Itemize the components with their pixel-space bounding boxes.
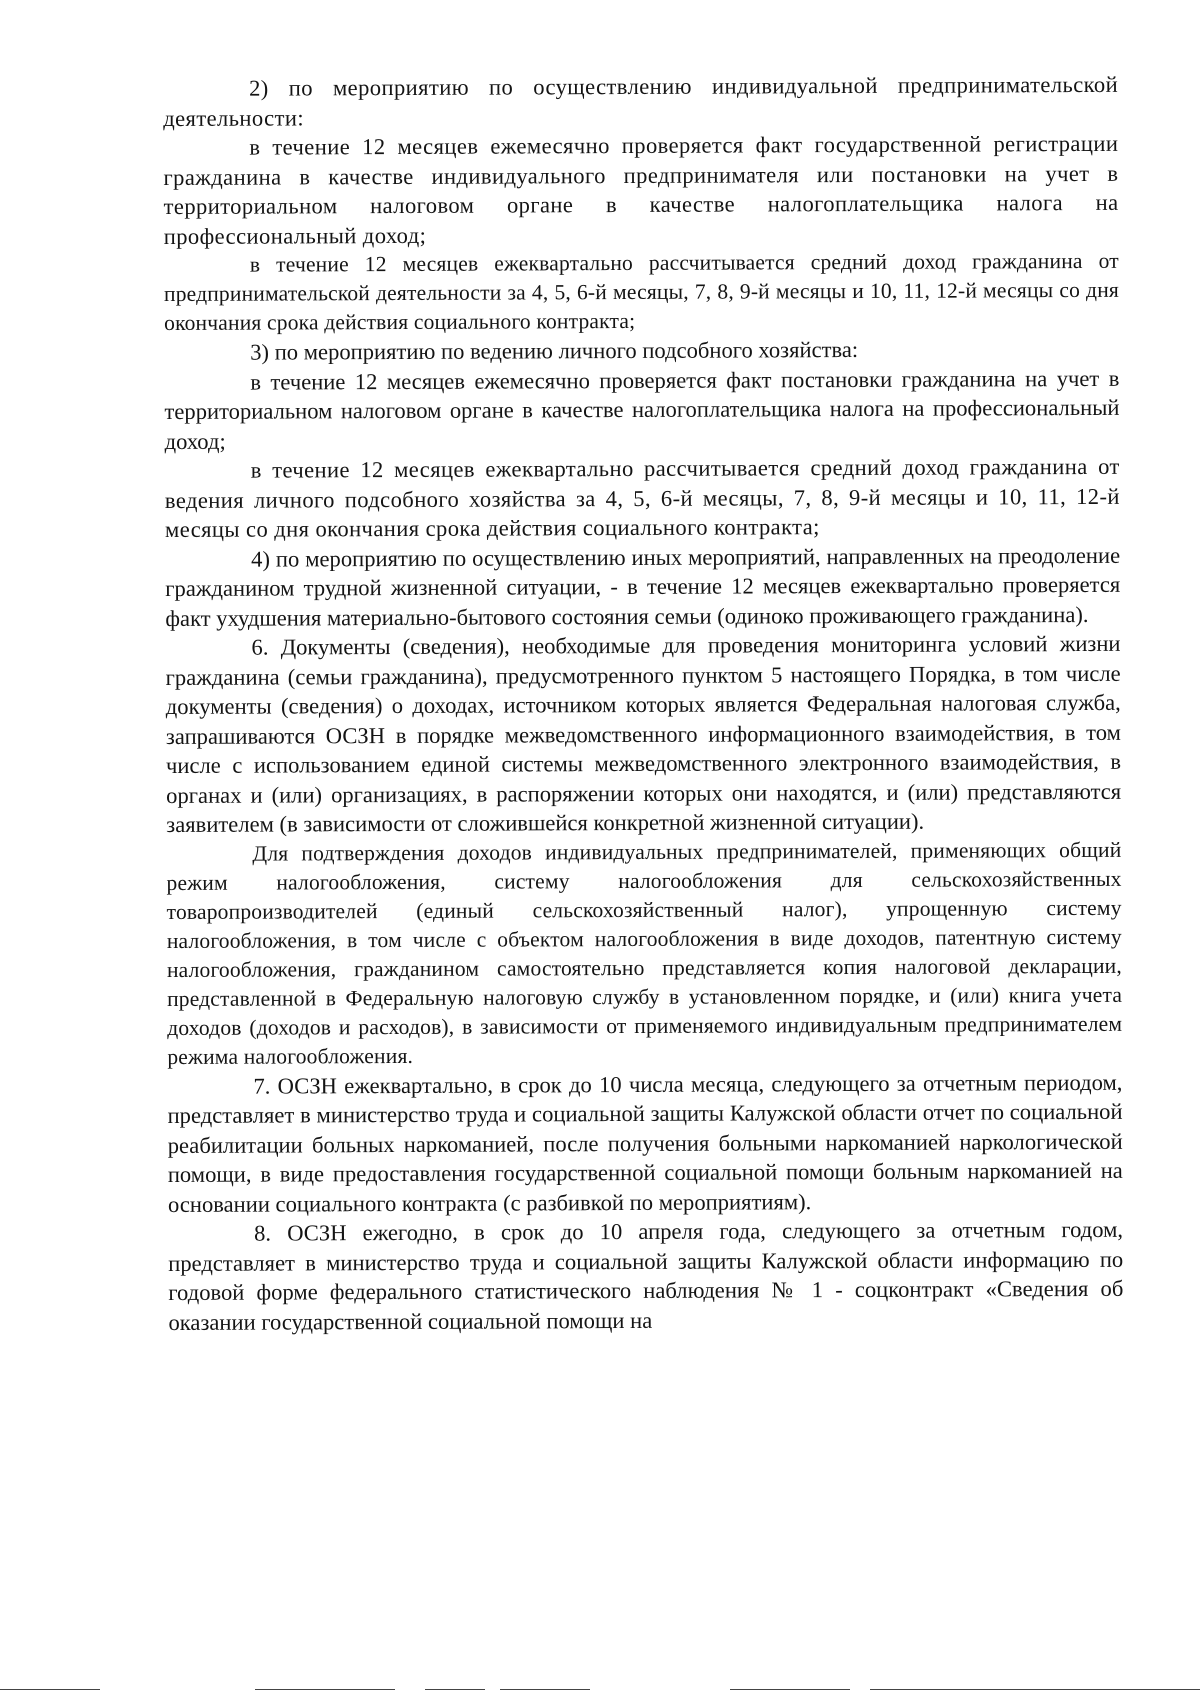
paragraph-household-income: в течение 12 месяцев ежеквартально рассчитывается средний доход гражданина от ведения личного подсобного хозяйства за 4, 5, 6-й месяцы, 7, 8, 9-й месяцы и 10, 11, 12-й месяцы со дня окончания срока действия социального контракта; bbox=[164, 453, 1120, 542]
scan-edge-line bbox=[255, 1689, 395, 1690]
paragraph-7-quarterly-report: 7. ОСЗН ежеквартально, в срок до 10 числа месяца, следующего за отчетным периодом, представляет в министерство труда и социальной защиты Калужской области отчет по социальной реабилитации больных наркоманией, после получения больными наркоманией наркологической помощи, в виде предоставления государственной социальной помощи больным наркоманией на основании социального контракта (с разбивкой по мероприятиям). bbox=[167, 1069, 1123, 1217]
paragraph-4-other-measures: 4) по мероприятию по осуществлению иных мероприятий, направленных на преодоление гражданином трудной жизненной ситуации, - в течение 12 месяцев ежеквартально проверяется факт ухудшения материально-бытового состояния семьи (одиноко проживающего гражданина). bbox=[165, 542, 1121, 631]
scan-edge-line bbox=[425, 1689, 485, 1690]
scan-edge-line bbox=[500, 1689, 590, 1690]
scan-edge-line bbox=[870, 1689, 1200, 1690]
scan-edge-line bbox=[730, 1689, 850, 1690]
paragraph-income-confirmation: Для подтверждения доходов индивидуальных предпринимателей, применяющих общий режим налогообложения, систему налогообложения для сельскохозяйственных товаропроизводителей (единый сельскохозяйственный налог), упрощенную систему налогообложения, в том числе с объектом налогообложения в виде доходов, патентную систему налогообложения, гражданином самостоятельно представляется копия налоговой декларации, представленной в Федеральную налоговую службу в установленном порядке, и (или) книга учета доходов (доходов и расходов), в зависимости от применяемого индивидуальным предпринимателем режима налогообложения. bbox=[166, 837, 1123, 1069]
paragraph-8-annual-report: 8. ОСЗН ежегодно, в срок до 10 апреля года, следующего за отчетным годом, представляет в министерство труда и социальной защиты Калужской области информацию по годовой форме федерального статистического наблюдения № 1 - соцконтракт «Сведения об оказании государственной социальной помощи на bbox=[168, 1216, 1124, 1335]
paragraph-registration-check: в течение 12 месяцев ежемесячно проверяется факт государственной регистрации гражданина в качестве индивидуального предпринимателя или постановки на учет в территориальном налоговом органе в качестве налогоплательщика налога на профессиональный доход; bbox=[163, 130, 1119, 249]
scan-edge-line bbox=[0, 1689, 100, 1690]
paragraph-entrepreneur-income: в течение 12 месяцев ежеквартально рассчитывается средний доход гражданина от предпринимательской деятельности за 4, 5, 6-й месяцы, 7, 8, 9-й месяцы и 10, 11, 12-й месяцы со дня окончания срока действия социального контракта; bbox=[163, 248, 1120, 335]
paragraph-3-household: 3) по мероприятию по ведению личного подсобного хозяйства: bbox=[250, 336, 859, 365]
paragraph-tax-registration-check: в течение 12 месяцев ежемесячно проверяется факт постановки гражданина на учет в территориальном налоговом органе в качестве налогоплательщика налога на профессиональный доход; bbox=[164, 365, 1120, 454]
paragraph-2-entrepreneurship: 2) по мероприятию по осуществлению индивидуальной предпринимательской деятельности: bbox=[163, 71, 1119, 131]
document-page bbox=[163, 70, 1124, 1337]
paragraph-6-documents: 6. Документы (сведения), необходимые для проведения мониторинга условий жизни гражданина (семьи гражданина), предусмотренного пунктом 5 настоящего Порядка, в том числе документы (сведения) о доходах, источником которых является Федеральная налоговая служба, запрашиваются ОСЗН в порядке межведомственного информационного взаимодействия, в том числе с использованием единой системы межведомственного электронного взаимодействия, в органах и (или) организациях, в распоряжении которых они находятся, и (или) представляются заявителем (в зависимости от сложившейся конкретной жизненной ситуации). bbox=[165, 630, 1122, 837]
